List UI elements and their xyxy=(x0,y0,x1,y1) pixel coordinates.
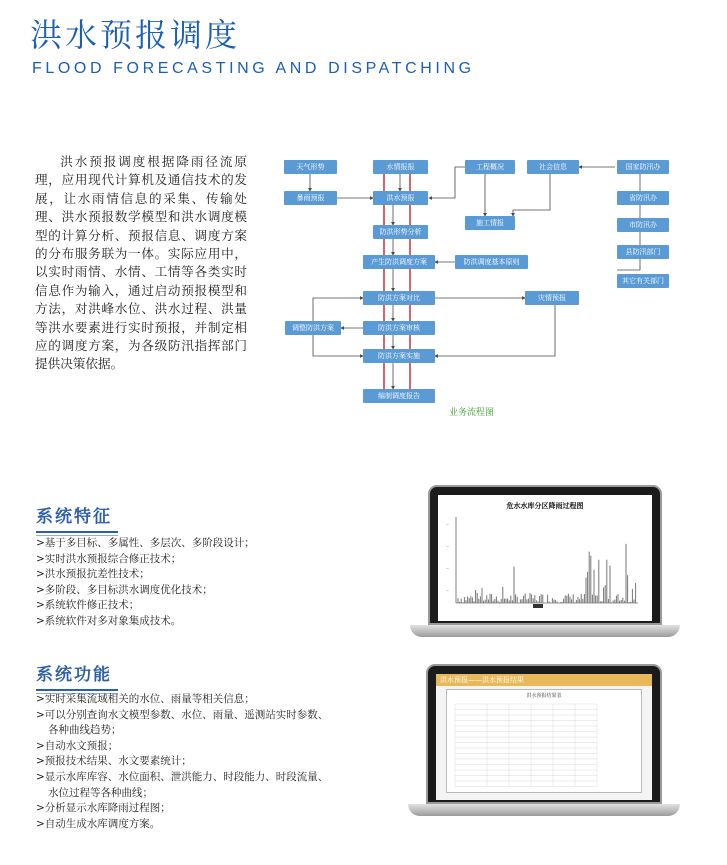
flow-box-dispatch-report: 编制调度报告 xyxy=(363,389,435,403)
flow-box-weather: 天气形势 xyxy=(284,160,337,174)
table-title: 洪水预报结果表 xyxy=(526,693,562,699)
laptop-base xyxy=(410,625,680,637)
features-heading xyxy=(36,502,112,527)
flow-box-disaster-forecast: 灾情预报 xyxy=(525,291,579,305)
svg-text:—: — xyxy=(446,522,449,526)
table-grid xyxy=(455,704,597,787)
list-item: >实时洪水预报综合修正技术； xyxy=(36,552,182,565)
functions-list xyxy=(36,692,328,832)
laptop-forecast-app xyxy=(408,664,680,824)
flow-box-project-overview: 工程概况 xyxy=(465,160,515,174)
laptop-screen xyxy=(438,495,652,621)
flow-box-rainstorm-forecast: 暴雨预报 xyxy=(284,191,337,205)
laptop-rainfall-chart xyxy=(410,485,680,645)
flow-box-situation-analysis: 防洪形势分析 xyxy=(373,225,428,239)
list-item: >预报技术结果、水文要素统计； xyxy=(36,755,192,768)
functions-heading xyxy=(36,660,112,685)
app-title-bar xyxy=(436,674,652,686)
functions-heading-text: 系统功能 xyxy=(36,665,112,685)
flow-box-county-office: 县防汛部门 xyxy=(617,245,669,259)
chart-title: 危水水库分区降雨过程图 xyxy=(506,502,584,510)
flow-box-national-office: 国家防汛办 xyxy=(617,160,669,174)
flow-box-adjust-plan: 调整防洪方案 xyxy=(285,321,341,335)
app-title-text: 洪水预报——洪水预报结果 xyxy=(440,676,524,684)
flow-box-plan-compare: 防洪方案对比 xyxy=(363,291,435,305)
flow-box-plan-review: 防洪方案审核 xyxy=(363,321,435,335)
svg-text:—: — xyxy=(446,566,449,570)
flow-box-construction-report: 施工情报 xyxy=(465,216,515,230)
list-item: >自动生成水库调度方案。 xyxy=(36,817,161,830)
list-item: >基于多目标、多属性、多层次、多阶段设计； xyxy=(36,537,255,549)
business-flowchart xyxy=(275,150,705,425)
flow-box-city-office: 市防汛办 xyxy=(617,218,669,232)
flow-box-plan-implement: 防洪方案实施 xyxy=(363,349,435,363)
app-window xyxy=(446,689,642,793)
features-list xyxy=(36,536,255,630)
features-heading-text: 系统特征 xyxy=(36,507,112,527)
rainfall-chart xyxy=(438,495,652,621)
page-title-cn: 洪水预报调度 xyxy=(30,16,241,54)
intro-paragraph: 洪水预报调度根据降雨径流原理，应用现代计算机及通信技术的发展，让水雨情信息的采集、传输处理、洪水预报数学模型和洪水调度模型的计算分析、预报信息、调度方案的分布服务联为一体。实际应用中，以实时雨情、水情、工情等各类实时信息作为输入，通过启动预报模型和方法，对洪峰水位、洪水过程、洪量等洪水要素进行实时预报，并制定相应的调度方案，为各级防汛指挥部门提供决策依据。 xyxy=(35,154,247,372)
list-item: >实时采集流域相关的水位、雨量等相关信息； xyxy=(36,693,255,705)
flow-box-dispatch-principles: 防洪调度基本原则 xyxy=(455,255,528,269)
flow-box-generate-plan: 产生防洪调度方案 xyxy=(363,255,435,269)
laptop-base xyxy=(408,804,680,816)
list-item: >自动水文预报； xyxy=(36,739,119,752)
flow-box-province-office: 省防汛办 xyxy=(617,191,669,205)
flow-box-social-info: 社会信息 xyxy=(527,160,579,174)
flow-box-water-report: 水情报报 xyxy=(373,160,428,174)
flow-box-other-depts: 其它有关部门 xyxy=(617,274,669,288)
svg-text:—: — xyxy=(446,588,449,592)
list-item: >洪水预报抗差性技术； xyxy=(36,568,150,581)
heading-underline xyxy=(36,689,118,691)
list-item: >显示水库库容、水位面积、泄洪能力、时段能力、时段流量、 水位过程等各种曲线； xyxy=(36,770,329,799)
list-item: >可以分别查询水文模型参数、水位、雨量、遥测站实时参数、 各种曲线趋势； xyxy=(36,708,329,737)
list-item: >系统软件对多对象集成技术。 xyxy=(36,614,182,627)
flowchart-caption: 业务流程图 xyxy=(449,408,495,418)
flow-box-flood-forecast: 洪水预报 xyxy=(373,191,428,205)
page-title-en: FLOOD FORECASTING AND DISPATCHING xyxy=(32,60,475,77)
heading-underline xyxy=(36,531,118,533)
rainfall-bars xyxy=(458,544,636,603)
list-item: >系统软件修正技术； xyxy=(36,599,140,612)
list-item: >分析显示水库降雨过程图； xyxy=(36,802,171,815)
svg-text:—: — xyxy=(446,544,449,548)
list-item: >多阶段、多目标洪水调度优化技术； xyxy=(36,583,213,596)
laptop-screen xyxy=(436,674,652,800)
app-table xyxy=(447,690,643,794)
